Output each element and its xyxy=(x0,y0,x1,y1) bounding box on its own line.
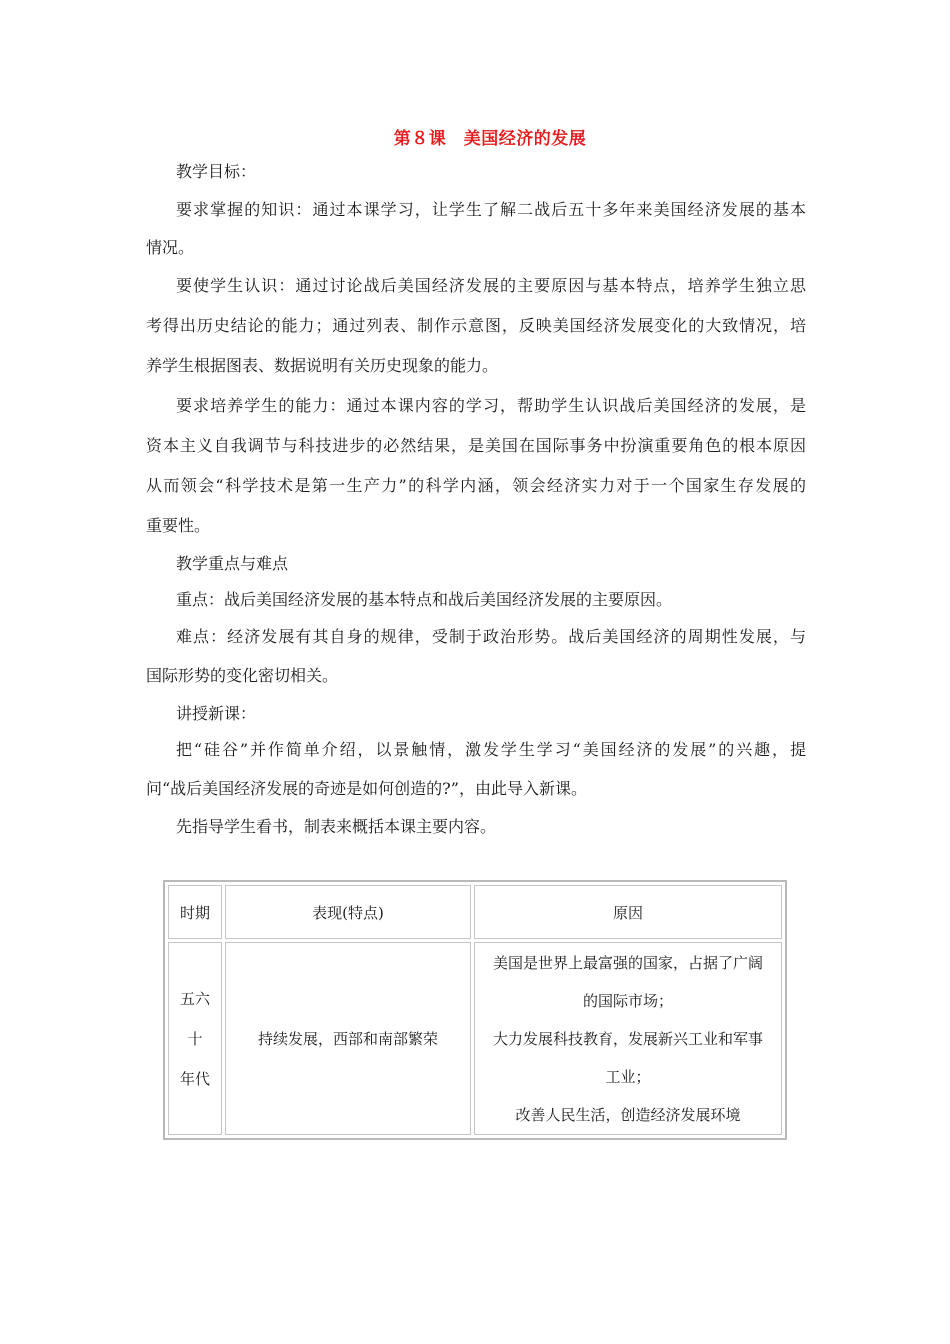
lecture-heading: 讲授新课： xyxy=(176,704,257,723)
cell-performance: 持续发展，西部和南部繁荣 xyxy=(225,942,471,1135)
goal-ability-line-4: 重要性。 xyxy=(146,516,211,535)
intro-line-1: 把“硅谷”并作简单介绍，以景触情，激发学生学习“美国经济的发展”的兴趣，提 xyxy=(176,740,806,759)
cell-reason xyxy=(474,942,782,1135)
guide-text: 先指导学生看书，制表来概括本课主要内容。 xyxy=(176,817,497,836)
table-header-row xyxy=(168,885,782,939)
goal-recognize-line-2: 考得出历史结论的能力；通过列表、制作示意图，反映美国经济发展变化的大致情况，培 xyxy=(146,316,806,335)
goals-heading: 教学目标： xyxy=(176,162,257,181)
focus-text: 重点：战后美国经济发展的基本特点和战后美国经济发展的主要原因。 xyxy=(176,590,673,609)
reason-line-3: 大力发展科技教育，发展新兴工业和军事 xyxy=(492,1029,763,1048)
cell-period xyxy=(168,942,222,1135)
reason-line-1: 美国是世界上最富强的国家，占据了广阔 xyxy=(492,953,763,972)
goal-recognize-line-1: 要使学生认识：通过讨论战后美国经济发展的主要原因与基本特点，培养学生独立思 xyxy=(176,276,806,295)
intro-line-2: 问“战后美国经济发展的奇迹是如何创造的?”，由此导入新课。 xyxy=(146,779,587,798)
page-title: 第８课 美国经济的发展 xyxy=(393,129,587,149)
goal-recognize-line-3: 养学生根据图表、数据说明有关历史现象的能力。 xyxy=(146,356,499,375)
reason-line-4: 工业； xyxy=(605,1067,651,1086)
reason-line-5: 改善人民生活，创造经济发展环境 xyxy=(515,1105,741,1124)
header-performance: 表现(特点) xyxy=(225,885,471,939)
goal-ability-line-1: 要求培养学生的能力：通过本课内容的学习，帮助学生认识战后美国经济的发展，是 xyxy=(176,396,806,415)
period-line-1: 五六十 xyxy=(179,989,210,1048)
goal-knowledge-line-1: 要求掌握的知识：通过本课学习，让学生了解二战后五十多年来美国经济发展的基本 xyxy=(176,200,806,219)
focus-heading: 教学重点与难点 xyxy=(176,554,289,573)
header-period: 时期 xyxy=(168,885,222,939)
goal-ability-line-2: 资本主义自我调节与科技进步的必然结果，是美国在国际事务中扮演重要角色的根本原因 xyxy=(146,436,806,455)
reason-line-2: 的国际市场； xyxy=(582,991,673,1010)
difficulty-line-2: 国际形势的变化密切相关。 xyxy=(146,666,339,685)
goal-ability-line-3: 从而领会“科学技术是第一生产力”的科学内涵，领会经济实力对于一个国家生存发展的 xyxy=(146,476,806,495)
difficulty-line-1: 难点：经济发展有其自身的规律，受制于政治形势。战后美国经济的周期性发展，与 xyxy=(176,627,806,646)
summary-table xyxy=(163,880,787,1140)
period-line-2: 年代 xyxy=(179,1069,210,1088)
goal-knowledge-line-2: 情况。 xyxy=(146,238,195,257)
table-row xyxy=(168,942,782,1135)
header-reason: 原因 xyxy=(474,885,782,939)
